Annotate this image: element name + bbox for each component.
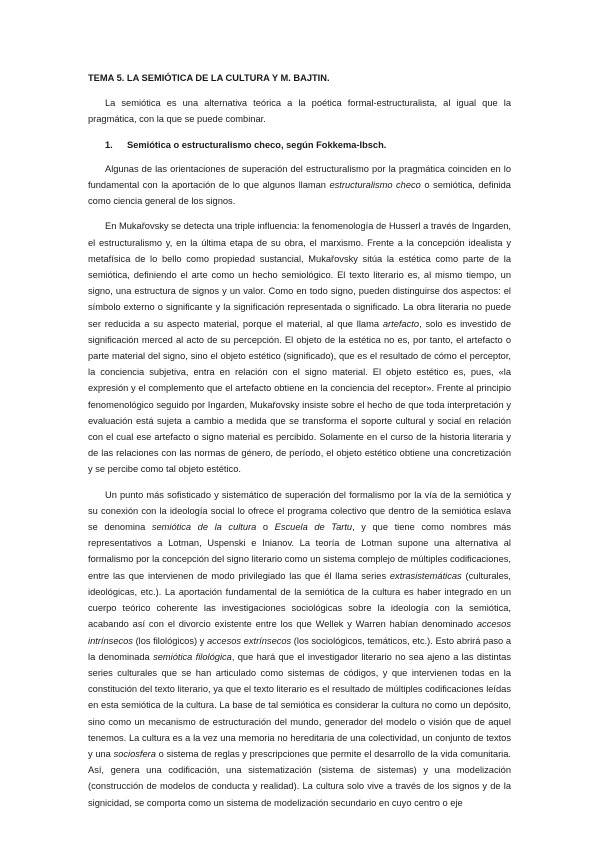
paragraph-1-text-c: o semiótica, definida como ciencia general de los signos. [88,180,511,207]
paragraph-3-text-i: (los filológicos) y [132,635,207,646]
paragraph-3-emphasis-b: semiótica de la cultura [151,522,257,533]
paragraph-1 [88,161,511,210]
paragraph-3 [88,487,511,811]
paragraph-3-text-g: (culturales, ideológicas, etc.). La aportación fundamental de la semiótica de la cultura es haber integrado en un cuerpo teórico coherente las investigaciones sociológicas sobre la ideología con la semiótica, acabando así con el divorcio existente entre los que Wellek y Warren habían denominado [88,570,511,630]
paragraph-3-emphasis-h: accesos intrínsecos [88,619,511,646]
intro-paragraph: La semiótica es una alternativa teórica a la poética formal-estructuralista, al igual que la pragmática, con la que se puede combinar. [88,98,511,125]
paragraph-3-text-e: , y que tiene como nombres más representativos a Lotman, Uspenski e Inianov. La teoría de Lotman supone una alternativa al formalismo por la concepción del signo literario como un sistema complejo de múltiples codificaciones, entre las que intervienen de modo privilegiado las que él llama series [88,522,511,581]
section-title: Semiótica o estructuralismo checo, según Fokkema-Ibsch. [127,139,387,150]
paragraph-2-text-a: En Mukařovsky se detecta una triple influencia: la fenomenología de Husserl a través de Ingarden, el estructuralismo y, en la última etapa de su obra, el marxismo. Frente a la concepción idealista y metafísica de lo bello como propiedad sustancial, Mukařovsky sitúa la estética como parte de la semiótica, definiendo el arte como un hecho semiológico. El texto literario es, al mismo tiempo, un signo, una estructura de signos y un valor. Como en todo signo, pueden distinguirse dos aspectos: el símbolo externo o significante y la significación representada o significado. La obra literaria no puede ser reducida a su aspecto material, porque el material, al que llama [88,221,511,329]
document-title: TEMA 5. LA SEMIÓTICA DE LA CULTURA Y M. BAJTIN. [88,73,330,83]
paragraph-3-text-a: Un punto más sofisticado y sistemático de superación del formalismo por la vía de la semiótica y su conexión con la ideología social lo ofrece el programa colectivo que dentro de la semiótica eslava se denomina [88,489,511,533]
paragraph-3-emphasis-l: semiótica filológica [153,651,232,662]
paragraph-3-text-m: , que hará que el investigador literario no sea ajeno a las distintas series culturales que se han articulado como sistemas de códigos, y que intervienen todas en la constitución del texto literario, ya que el texto literario es el resultado de múltiples codificaciones leídas en esta semiótica de la cultura. La base de tal semiótica es considerar la cultura no como un depósito, sino como un mecanismo de estructuración del mundo, generador del modelo o visión que de aquel tenemos. La cultura es a la vez una memoria no hereditaria de una colectividad, un conjunto de textos y una [88,651,511,759]
paragraph-3-emphasis-n: sociosfera [113,748,156,759]
paragraph-1-text-a: Algunas de las orientaciones de superación del estructuralismo por la pragmática coinciden en lo fundamental con la aportación de lo que algunos llaman [88,163,511,191]
paragraph-2-text-c: , solo es investido de significación merced al acto de su percepción. El objeto de la estética no es, por tanto, el artefacto o parte material del signo, sino el objeto estético (significado), que es el resultado de cómo el perceptor, la conciencia subjetiva, entra en relación con el signo material. El objeto estético es, pues, «la expresión y el complemento que el artefacto obtiene en la conciencia del receptor». Frente al principio fenomenológico seguido por Ingarden, Mukařovsky insiste sobre el hecho de que toda interpretación y evaluación está sujeta a cambio a medida que se transforma el soporte cultural y social en relación con el cual ese artefacto o signo material es percibido. Solamente en el curso de la historia literaria y de las relaciones con las normas de género, de período, el objeto estético obtiene una concretización y se percibe como tal objeto estético. [88,318,511,475]
paragraph-3-emphasis-f: extrasistemáticas [389,570,462,581]
paragraph-2 [88,218,511,477]
paragraph-2-emphasis: artefacto [382,318,420,329]
paragraph-3-text-k: (los sociológicos, temáticos, etc.). Esto abrirá paso a la denominada [88,635,511,662]
paragraph-3-text-c: o [256,522,275,533]
paragraph-3-emphasis-d: Escuela de Tartu [274,522,353,533]
section-heading [105,137,511,153]
section-number: 1. [105,139,113,150]
paragraph-3-text-o: o sistema de reglas y prescripciones que permite el desarrollo de la vida comunitaria. Así, genera una codificación, una sistematización (sistema de sistemas) y una modelización (construcción de modelos de conducta y realidad). La cultura solo vive a través de los signos y de la signicidad, se comporta como un sistema de modelización secundario en cuyo centro o eje [88,748,511,808]
paragraph-1-emphasis: estructuralismo checo [329,180,421,191]
paragraph-3-emphasis-j: accesos extrínsecos [206,635,292,646]
